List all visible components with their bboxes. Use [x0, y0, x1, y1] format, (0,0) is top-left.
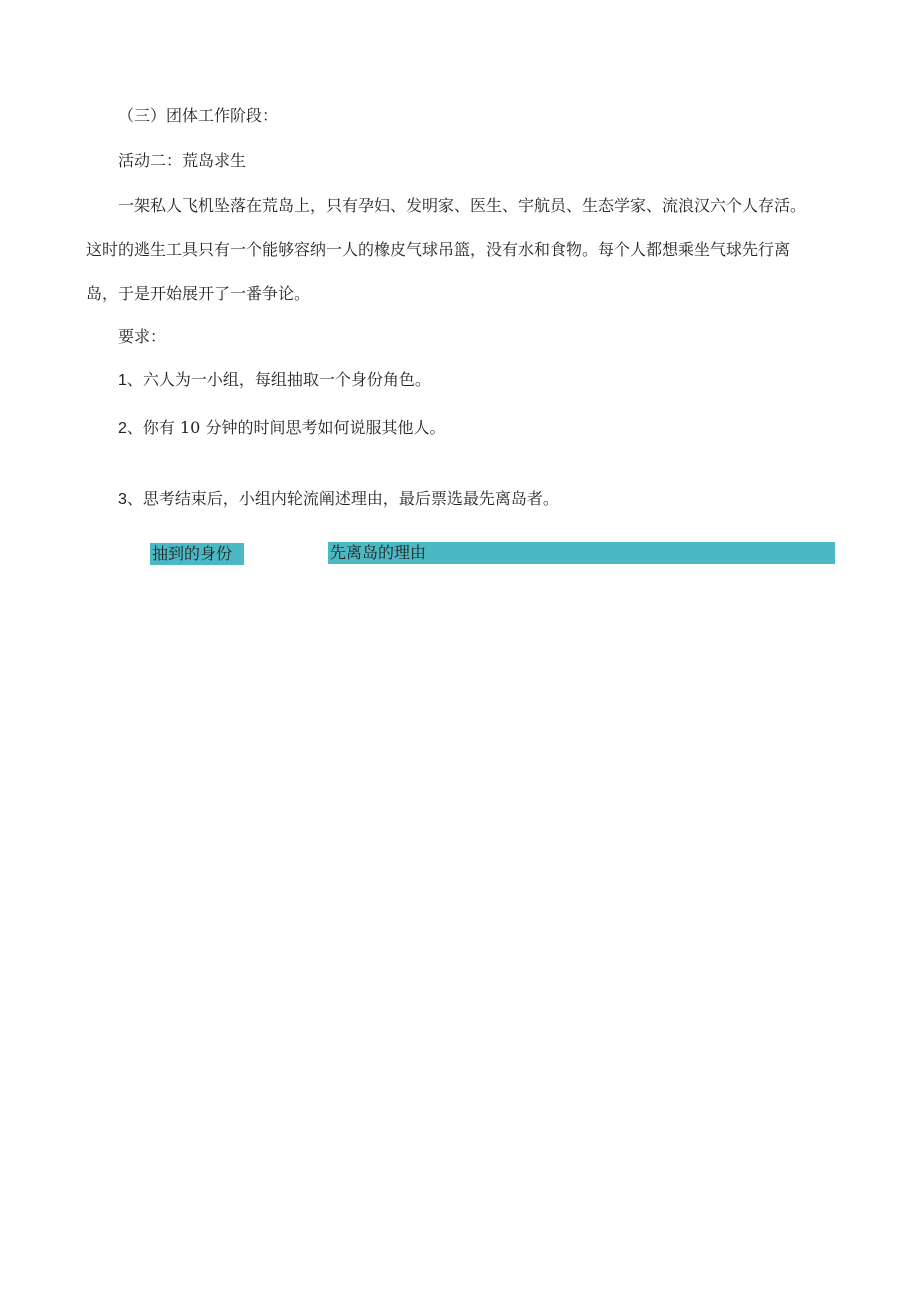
requirement-item-2 [118, 418, 445, 439]
table-header-reason: 先离岛的理由 [328, 542, 835, 564]
requirements-label: 要求： [118, 327, 167, 346]
activity-title: 活动二：荒岛求生 [118, 151, 247, 170]
table-header-identity: 抽到的身份 [150, 543, 244, 565]
section-heading: （三）团体工作阶段： [118, 106, 279, 125]
requirement-number: 2 [118, 420, 127, 437]
requirement-number: 3 [118, 491, 127, 508]
paragraph-line-1: 一架私人飞机坠落在荒岛上，只有孕妇、发明家、医生、宇航员、生态学家、流浪汉六个人存活。 [118, 196, 807, 215]
requirement-item-1 [118, 370, 431, 391]
requirement-text: 、六人为一小组，每组抽取一个身份角色。 [126, 370, 431, 389]
paragraph-line-3: 岛，于是开始展开了一番争论。 [86, 284, 311, 303]
requirement-number: 1 [118, 372, 127, 389]
requirement-text: 、思考结束后，小组内轮流阐述理由，最后票选最先离岛者。 [126, 489, 559, 508]
requirement-item-3 [118, 489, 559, 510]
paragraph-line-2: 这时的逃生工具只有一个能够容纳一人的橡皮气球吊篮，没有水和食物。每个人都想乘坐气球先行离 [86, 240, 791, 259]
requirement-text: 、你有 10 分钟的时间思考如何说服其他人。 [126, 418, 446, 437]
